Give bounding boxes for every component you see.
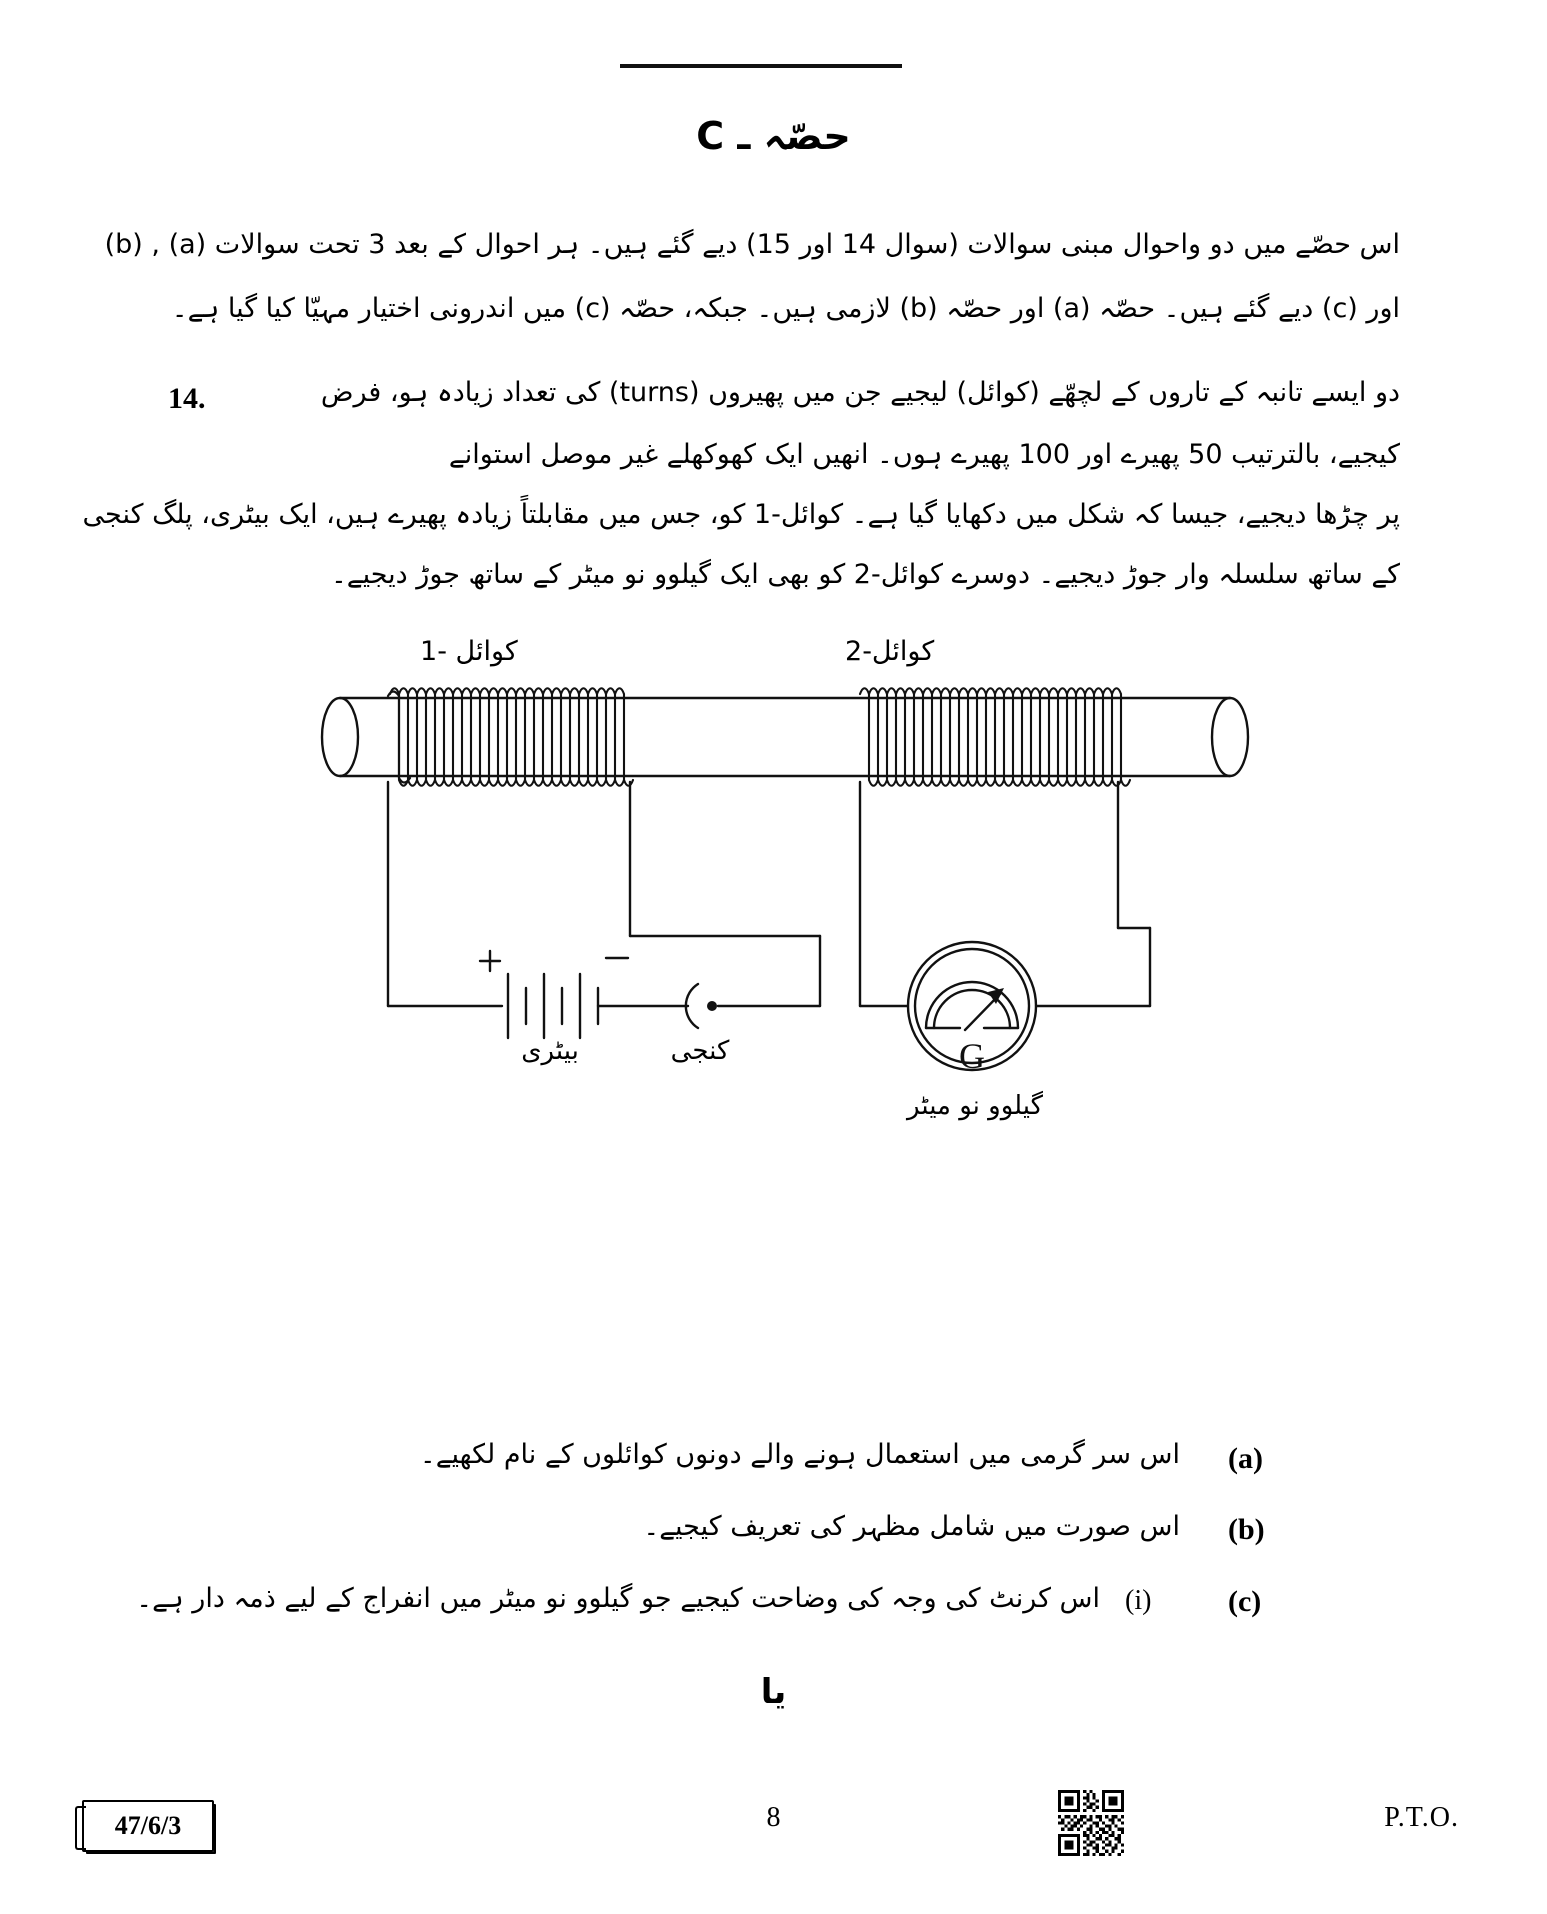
galvanometer-caption: گیلوو نو میٹر [907, 1091, 1043, 1121]
instruction-line-2: اور (c) دیے گئے ہیں۔ حصّہ (a) اور حصّہ (b) لازمی ہیں۔ جبکہ، حصّہ (c) میں اندرونی اختیار مہیّا کیا گیا ہے۔ [171, 293, 1400, 324]
question-14-line-2: کیجیے، بالترتیب 50 پھیرے اور 100 پھیرے ہوں۔ انھیں ایک کھوکھلے غیر موصل استوانے [448, 439, 1400, 470]
page-number: 8 [766, 1802, 781, 1833]
top-rule-divider [620, 64, 902, 68]
battery-caption: بیٹری [521, 1036, 579, 1066]
subquestion-b-text: اس صورت میں شامل مظہر کی تعریف کیجیے۔ [643, 1511, 1180, 1542]
pto-label: P.T.O. [1384, 1802, 1459, 1833]
subquestion-c-text: اس کرنٹ کی وجہ کی وضاحت کیجیے جو گیلوو نو میٹر میں انفراج کے لیے ذمہ دار ہے۔ [136, 1583, 1100, 1614]
subquestion-c-marker: (c) [1228, 1585, 1262, 1618]
circuit-diagram-svg [300, 636, 1300, 1146]
subquestion-b-marker: (b) [1228, 1513, 1265, 1546]
galvanometer-symbol-text: G [959, 1036, 985, 1076]
circuit-figure [300, 636, 1300, 1146]
subquestion-a-text: اس سر گرمی میں استعمال ہونے والے دونوں کوائلوں کے نام لکھیے۔ [419, 1439, 1180, 1470]
question-14-number: 14. [168, 382, 206, 415]
coil-2-label: کوائل-2 [845, 636, 935, 667]
instruction-line-1: اس حصّے میں دو واحوال مبنی سوالات (سوال 14 اور 15) دیے گئے ہیں۔ ہر احوال کے بعد 3 تحت سوالات (a) , (b) [104, 229, 1400, 260]
section-heading-text: حصّہ ـ C [696, 114, 851, 158]
subquestion-c-roman-marker: (i) [1125, 1585, 1152, 1616]
subquestion-a-marker: (a) [1228, 1442, 1263, 1475]
paper-code-badge: 47/6/3 [82, 1800, 214, 1852]
section-heading [0, 112, 1547, 159]
coil-1-label: کوائل -1 [420, 636, 518, 667]
qr-code-icon [1058, 1790, 1124, 1856]
question-14-line-1: دو ایسے تانبہ کے تاروں کے لچھّے (کوائل) لیجیے جن میں پھیروں (turns) کی تعداد زیادہ ہو، فرض [320, 377, 1400, 408]
question-14-line-3: پر چڑھا دیجیے، جیسا کہ شکل میں دکھایا گیا ہے۔ کوائل-1 کو، جس میں مقابلتاً زیادہ پھیرے ہیں، ایک بیٹری، پلگ کنجی [82, 499, 1400, 530]
key-caption: کنجی [670, 1036, 730, 1066]
question-14-line-4: کے ساتھ سلسلہ وار جوڑ دیجیے۔ دوسرے کوائل-2 کو بھی ایک گیلوو نو میٹر کے ساتھ جوڑ دیجیے۔ [330, 559, 1400, 590]
or-separator: یا [760, 1672, 787, 1712]
